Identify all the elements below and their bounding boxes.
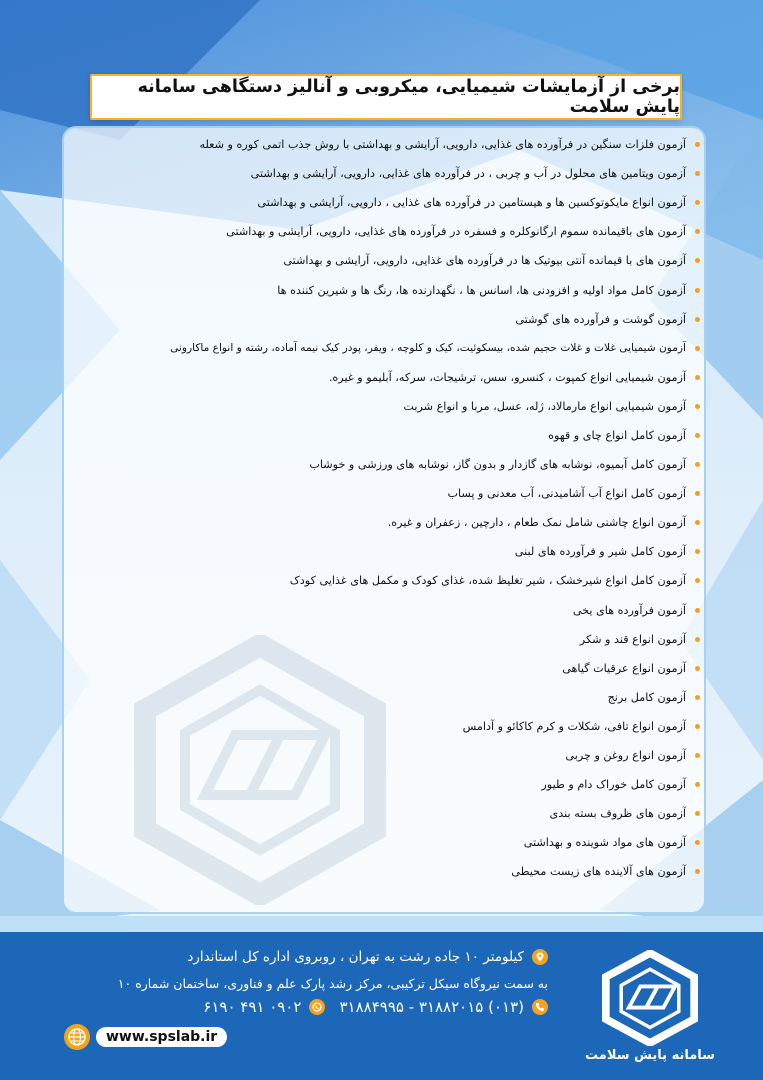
- logo-icon: [600, 950, 700, 1046]
- bullet-icon: [695, 317, 700, 322]
- phone-mobile: ۰۹۰۲ ۴۹۱ ۶۱۹۰: [203, 998, 302, 1016]
- bullet-icon: [695, 404, 700, 409]
- globe-icon: [64, 1024, 90, 1050]
- list-item: آزمون گوشت و فرآورده های گوشتی: [60, 305, 700, 334]
- list-item: آزمون کامل مواد اولیه و افزودنی ها، اسانس ها ، نگهدارنده ها، رنگ ها و شیرین کننده ها: [60, 275, 700, 304]
- brand-logo: [585, 950, 715, 1070]
- website-block[interactable]: [64, 1024, 227, 1050]
- page-title: برخی از آزمایشات شیمیایی، میکروبی و آنالیز دستگاهی سامانه پایش سلامت: [137, 77, 680, 117]
- bullet-icon: [695, 229, 700, 234]
- phone-landline: (۰۱۳) ۳۱۸۸۲۰۱۵ - ۳۱۸۸۴۹۹۵: [339, 998, 524, 1016]
- bullet-icon: [695, 782, 700, 787]
- bullet-icon: [695, 578, 700, 583]
- list-item: آزمون کامل برنج: [60, 683, 700, 712]
- list-item: آزمون های ظروف بسته بندی: [60, 799, 700, 828]
- list-item: آزمون کامل شیر و فرآورده های لبنی: [60, 537, 700, 566]
- phone-icon: [532, 999, 548, 1015]
- address-row-2: [28, 970, 548, 996]
- bullet-icon: [695, 433, 700, 438]
- list-item: آزمون انواع قند و شکر: [60, 625, 700, 654]
- tests-list: [60, 130, 700, 886]
- address-line-2: به سمت نیروگاه سیکل ترکیبی، مرکز رشد پارک علم و فناوری، ساختمان شماره ۱۰: [117, 975, 548, 991]
- list-item: آزمون های با قیمانده آنتی بیوتیک ها در فرآورده های غذایی، دارویی، آرایشی و بهداشتی: [60, 246, 700, 275]
- bullet-icon: [695, 200, 700, 205]
- list-item: آزمون کامل انواع چای و قهوه: [60, 421, 700, 450]
- list-item: آزمون فلزات سنگین در فرآورده های غذایی، دارویی، آرایشی و بهداشتی با روش جذب اتمی کوره و شعله: [60, 130, 700, 159]
- bullet-icon: [695, 724, 700, 729]
- bullet-icon: [695, 375, 700, 380]
- bullet-icon: [695, 142, 700, 147]
- bullet-icon: [695, 258, 700, 263]
- list-item: آزمون فرآورده های یخی: [60, 596, 700, 625]
- address-line-1: کیلومتر ۱۰ جاده رشت به تهران ، روبروی اداره کل استاندارد: [187, 949, 524, 965]
- list-item: آزمون کامل انواع آب آشامیدنی، آب معدنی و پساب: [60, 479, 700, 508]
- website-link[interactable]: www.spslab.ir: [96, 1027, 227, 1047]
- bullet-icon: [695, 491, 700, 496]
- list-item: آزمون انواع مایکوتوکسین ها و هیستامین در فرآورده های غذایی ، دارویی، آرایشی و بهداشتی: [60, 188, 700, 217]
- phone-block: [203, 998, 548, 1016]
- bullet-icon: [695, 695, 700, 700]
- bullet-icon: [695, 811, 700, 816]
- list-item: آزمون انواع تافی، شکلات و کرم کاکائو و آدامس: [60, 712, 700, 741]
- address-block: [28, 944, 548, 996]
- location-pin-icon: [532, 949, 548, 965]
- bullet-icon: [695, 608, 700, 613]
- bullet-icon: [695, 171, 700, 176]
- list-item: آزمون ویتامین های محلول در آب و چربی ، در فرآورده های غذایی، دارویی، آرایشی و بهداشتی: [60, 159, 700, 188]
- address-row-1: [28, 944, 548, 970]
- logo-caption: سامانه پایش سلامت: [585, 1048, 715, 1063]
- bullet-icon: [695, 637, 700, 642]
- list-item: آزمون انواع روغن و چربی: [60, 741, 700, 770]
- bullet-icon: [695, 462, 700, 467]
- footer-stripe: [0, 916, 763, 932]
- list-item: آزمون کامل خوراک دام و طیور: [60, 770, 700, 799]
- list-item: آزمون های مواد شوینده و بهداشتی: [60, 828, 700, 857]
- bullet-icon: [695, 549, 700, 554]
- list-item: آزمون های آلاینده های زیست محیطی: [60, 857, 700, 886]
- list-item: آزمون شیمیایی انواع مارمالاد، ژله، عسل، مربا و انواع شربت: [60, 392, 700, 421]
- bullet-icon: [695, 840, 700, 845]
- whatsapp-icon: [309, 999, 325, 1015]
- list-item: آزمون انواع عرقیات گیاهی: [60, 654, 700, 683]
- bullet-icon: [695, 753, 700, 758]
- title-bar: [90, 74, 682, 120]
- list-item: آزمون های باقیمانده سموم ارگانوکلره و فسفره در فرآورده های غذایی، دارویی، آرایشی و بهداشتی: [60, 217, 700, 246]
- list-item: آزمون کامل آبمیوه، نوشابه های گازدار و بدون گاز، نوشابه های ورزشی و خوشاب: [60, 450, 700, 479]
- bullet-icon: [695, 666, 700, 671]
- bullet-icon: [695, 346, 700, 351]
- list-item: آزمون کامل انواع شیرخشک ، شیر تغلیظ شده، غذای کودک و مکمل های غذایی کودک: [60, 566, 700, 595]
- bullet-icon: [695, 869, 700, 874]
- bullet-icon: [695, 520, 700, 525]
- list-item: آزمون شیمیایی غلات و غلات حجیم شده، بیسکوئیت، کیک و کلوچه ، ویفر، پودر کیک نیمه آماده، رشته و انواع ماکارونی: [60, 334, 700, 363]
- list-item: آزمون شیمیایی انواع کمپوت ، کنسرو، سس، ترشیجات، سرکه، آبلیمو و غیره.: [60, 363, 700, 392]
- bullet-icon: [695, 288, 700, 293]
- list-item: آزمون انواع چاشنی شامل نمک طعام ، دارچین ، زعفران و غیره.: [60, 508, 700, 537]
